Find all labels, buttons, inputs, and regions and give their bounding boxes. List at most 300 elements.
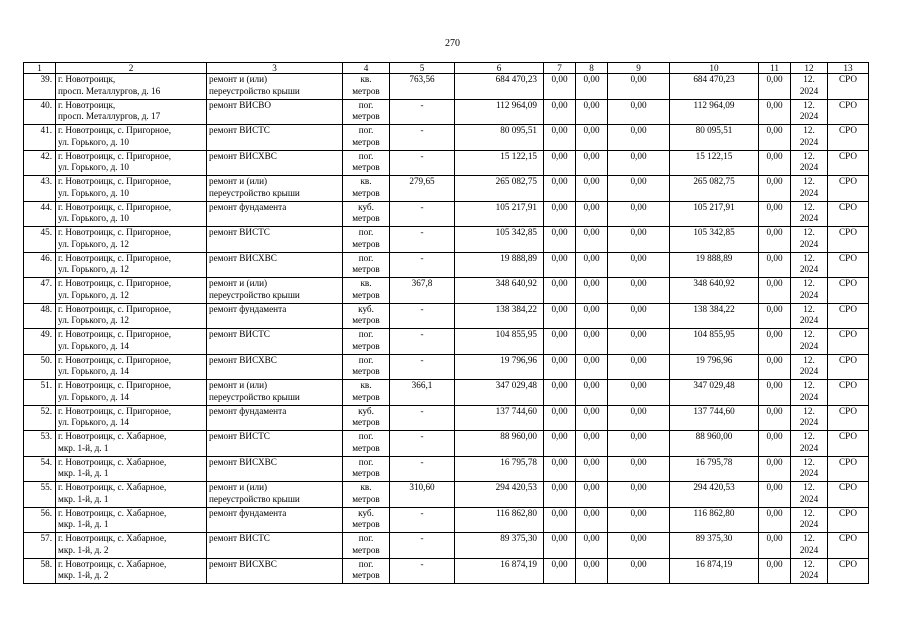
cell-unit	[343, 329, 390, 355]
cell-quantity	[390, 74, 455, 100]
total-cost-line-1: 16 874,19	[500, 558, 537, 569]
fund-local-line-1: 0,00	[583, 278, 600, 288]
cell-deadline	[791, 533, 828, 559]
cell-quantity	[390, 405, 455, 431]
cell-row-number	[24, 278, 56, 304]
cell-deadline	[791, 176, 828, 202]
cell-quantity	[390, 227, 455, 253]
cell-work-type	[207, 329, 343, 355]
address-line-1: г. Новотроицк, с. Пригорное,	[58, 405, 172, 416]
fund-local-line-1: 0,00	[583, 125, 600, 135]
unit-line-2: метров	[352, 213, 380, 224]
quantity-line-1: -	[420, 405, 424, 416]
cell-fund-local	[576, 99, 608, 125]
fund-other-line-1: 0,00	[630, 507, 647, 518]
quantity-line-1: -	[420, 431, 424, 441]
cell-address	[56, 252, 207, 278]
cell-fund-extra	[759, 456, 791, 482]
column-header-3: 3	[207, 63, 343, 74]
unit-line-2: метров	[352, 340, 380, 351]
fund-owners-line-1: 89 375,30	[695, 533, 733, 543]
fund-local-line-1: 0,00	[583, 150, 600, 161]
unit-line-2: метров	[352, 544, 380, 555]
fund-extra-line-1: 0,00	[766, 431, 783, 441]
cell-fund-other	[608, 74, 670, 100]
unit-line-2: метров	[352, 442, 380, 453]
repair-plan-table	[23, 62, 869, 584]
deadline-line-1: 12.	[803, 176, 815, 186]
address-line-2: ул. Горького, д. 14	[58, 417, 130, 428]
cell-total-cost	[455, 533, 544, 559]
address-line-2: ул. Горького, д. 10	[58, 213, 130, 224]
table-row	[24, 278, 869, 304]
cell-fund-extra	[759, 405, 791, 431]
address-line-1: г. Новотроицк, с. Пригорное,	[58, 354, 172, 365]
unit-line-1: кв.	[360, 482, 372, 492]
quantity-line-1: 279,65	[409, 176, 435, 186]
address-line-1: г. Новотроицк, с. Пригорное,	[58, 227, 172, 237]
column-header-5: 5	[390, 63, 455, 74]
address-line-2: мкр. 1-й, д. 2	[58, 570, 109, 581]
row-number-line-1: 41.	[40, 125, 52, 135]
cell-fund-extra	[759, 329, 791, 355]
table-row	[24, 176, 869, 202]
cell-fund-other	[608, 558, 670, 584]
cell-work-type	[207, 201, 343, 227]
cell-row-number	[24, 74, 56, 100]
unit-line-2: метров	[352, 85, 380, 96]
cell-address	[56, 176, 207, 202]
cell-source	[828, 558, 869, 584]
total-cost-line-1: 112 964,09	[495, 99, 537, 110]
cell-quantity	[390, 533, 455, 559]
quantity-line-1: -	[420, 201, 424, 212]
deadline-line-1: 12.	[803, 558, 815, 569]
fund-local-line-1: 0,00	[583, 558, 600, 569]
column-header-12: 12	[791, 63, 828, 74]
fund-owners-line-1: 104 855,95	[693, 329, 735, 339]
cell-unit	[343, 125, 390, 151]
cell-fund-regional	[544, 533, 576, 559]
deadline-line-2: 2024	[799, 264, 819, 275]
row-number-line-1: 56.	[40, 507, 52, 518]
cell-fund-owners	[670, 431, 759, 457]
cell-row-number	[24, 99, 56, 125]
cell-source	[828, 533, 869, 559]
work-type-line-1: ремонт ВИСХВС	[209, 252, 277, 263]
fund-regional-line-1: 0,00	[551, 380, 568, 390]
address-line-1: г. Новотроицк, с. Хабарное,	[58, 507, 167, 518]
fund-local-line-1: 0,00	[583, 533, 600, 543]
cell-unit	[343, 176, 390, 202]
work-type-line-2: переустройство крыши	[209, 187, 300, 198]
work-type-line-2: переустройство крыши	[209, 289, 300, 300]
fund-regional-line-1: 0,00	[551, 201, 568, 212]
deadline-line-2: 2024	[799, 136, 819, 147]
fund-regional-line-1: 0,00	[551, 482, 568, 492]
cell-total-cost	[455, 74, 544, 100]
cell-row-number	[24, 125, 56, 151]
fund-other-line-1: 0,00	[630, 303, 647, 314]
cell-address	[56, 150, 207, 176]
deadline-line-1: 12.	[803, 354, 815, 365]
work-type-line-1: ремонт фундамента	[209, 303, 287, 314]
deadline-line-1: 12.	[803, 74, 815, 84]
address-line-1: г. Новотроицк, с. Хабарное,	[58, 456, 167, 467]
fund-extra-line-1: 0,00	[766, 125, 783, 135]
total-cost-line-1: 16 795,78	[500, 456, 537, 467]
cell-fund-regional	[544, 201, 576, 227]
cell-deadline	[791, 329, 828, 355]
fund-owners-line-1: 88 960,00	[695, 431, 733, 441]
cell-quantity	[390, 278, 455, 304]
unit-line-1: пог.	[358, 354, 374, 365]
work-type-line-1: ремонт ВИСТС	[209, 533, 270, 543]
cell-deadline	[791, 303, 828, 329]
cell-address	[56, 329, 207, 355]
total-cost-line-1: 265 082,75	[495, 176, 537, 186]
unit-line-1: пог.	[358, 99, 374, 110]
fund-regional-line-1: 0,00	[551, 354, 568, 365]
cell-work-type	[207, 431, 343, 457]
unit-line-2: метров	[352, 162, 380, 173]
address-line-2: мкр. 1-й, д. 1	[58, 519, 109, 530]
cell-fund-other	[608, 405, 670, 431]
address-line-2: мкр. 1-й, д. 2	[58, 544, 109, 555]
deadline-line-1: 12.	[803, 329, 815, 339]
fund-extra-line-1: 0,00	[766, 201, 783, 212]
work-type-line-2: переустройство крыши	[209, 85, 300, 96]
cell-total-cost	[455, 456, 544, 482]
cell-deadline	[791, 405, 828, 431]
table-row	[24, 354, 869, 380]
fund-owners-line-1: 19 888,89	[695, 252, 733, 263]
fund-owners-line-1: 294 420,53	[693, 482, 735, 492]
fund-regional-line-1: 0,00	[551, 431, 568, 441]
fund-owners-line-1: 112 964,09	[693, 99, 735, 110]
deadline-line-2: 2024	[799, 468, 819, 479]
work-type-line-1: ремонт фундамента	[209, 507, 287, 518]
address-line-1: г. Новотроицк, с. Пригорное,	[58, 125, 172, 135]
address-line-2: мкр. 1-й, д. 1	[58, 468, 109, 479]
fund-extra-line-1: 0,00	[766, 303, 783, 314]
cell-address	[56, 74, 207, 100]
deadline-line-2: 2024	[799, 519, 819, 530]
source-line-1: СРО	[839, 227, 857, 237]
quantity-line-1: -	[420, 252, 424, 263]
fund-owners-line-1: 15 122,15	[695, 150, 733, 161]
cell-total-cost	[455, 405, 544, 431]
work-type-line-1: ремонт и (или)	[209, 482, 268, 492]
fund-extra-line-1: 0,00	[766, 558, 783, 569]
cell-fund-local	[576, 431, 608, 457]
cell-fund-extra	[759, 125, 791, 151]
source-line-1: СРО	[839, 278, 857, 288]
source-line-1: СРО	[839, 150, 857, 161]
cell-fund-extra	[759, 201, 791, 227]
cell-source	[828, 405, 869, 431]
address-line-2: ул. Горького, д. 14	[58, 340, 130, 351]
cell-fund-extra	[759, 558, 791, 584]
cell-unit	[343, 456, 390, 482]
cell-work-type	[207, 533, 343, 559]
fund-regional-line-1: 0,00	[551, 278, 568, 288]
cell-fund-owners	[670, 303, 759, 329]
cell-address	[56, 201, 207, 227]
cell-work-type	[207, 99, 343, 125]
fund-owners-line-1: 116 862,80	[693, 507, 735, 518]
fund-local-line-1: 0,00	[583, 431, 600, 441]
cell-fund-other	[608, 354, 670, 380]
total-cost-line-1: 88 960,00	[500, 431, 537, 441]
source-line-1: СРО	[839, 533, 857, 543]
cell-fund-owners	[670, 252, 759, 278]
cell-fund-local	[576, 201, 608, 227]
work-type-line-1: ремонт и (или)	[209, 380, 268, 390]
cell-source	[828, 227, 869, 253]
quantity-line-1: 366,1	[411, 380, 433, 390]
deadline-line-1: 12.	[803, 482, 815, 492]
fund-regional-line-1: 0,00	[551, 329, 568, 339]
fund-regional-line-1: 0,00	[551, 74, 568, 84]
fund-local-line-1: 0,00	[583, 201, 600, 212]
row-number-line-1: 42.	[40, 150, 52, 161]
cell-fund-other	[608, 125, 670, 151]
cell-unit	[343, 431, 390, 457]
row-number-line-1: 54.	[40, 456, 52, 467]
source-line-1: СРО	[839, 74, 857, 84]
unit-line-1: пог.	[358, 456, 374, 467]
fund-regional-line-1: 0,00	[551, 533, 568, 543]
cell-quantity	[390, 558, 455, 584]
source-line-1: СРО	[839, 252, 857, 263]
cell-fund-other	[608, 456, 670, 482]
fund-owners-line-1: 80 095,51	[695, 125, 733, 135]
cell-fund-local	[576, 176, 608, 202]
unit-line-1: куб.	[358, 507, 374, 518]
cell-unit	[343, 99, 390, 125]
unit-line-2: метров	[352, 391, 380, 402]
table-row	[24, 303, 869, 329]
fund-other-line-1: 0,00	[630, 329, 647, 339]
cell-fund-extra	[759, 150, 791, 176]
address-line-2: мкр. 1-й, д. 1	[58, 493, 109, 504]
cell-deadline	[791, 201, 828, 227]
address-line-2: ул. Горького, д. 12	[58, 264, 130, 275]
cell-source	[828, 431, 869, 457]
fund-extra-line-1: 0,00	[766, 533, 783, 543]
row-number-line-1: 44.	[40, 201, 52, 212]
cell-fund-extra	[759, 227, 791, 253]
cell-fund-regional	[544, 303, 576, 329]
cell-total-cost	[455, 252, 544, 278]
cell-fund-local	[576, 558, 608, 584]
total-cost-line-1: 294 420,53	[495, 482, 537, 492]
fund-extra-line-1: 0,00	[766, 354, 783, 365]
cell-fund-extra	[759, 176, 791, 202]
deadline-line-2: 2024	[799, 85, 819, 96]
cell-work-type	[207, 176, 343, 202]
cell-fund-other	[608, 431, 670, 457]
cell-fund-other	[608, 227, 670, 253]
cell-row-number	[24, 329, 56, 355]
table-row	[24, 482, 869, 508]
address-line-2: ул. Горького, д. 10	[58, 187, 130, 198]
cell-address	[56, 456, 207, 482]
fund-local-line-1: 0,00	[583, 252, 600, 263]
fund-other-line-1: 0,00	[630, 431, 647, 441]
deadline-line-1: 12.	[803, 278, 815, 288]
work-type-line-1: ремонт ВИСТС	[209, 227, 270, 237]
fund-other-line-1: 0,00	[630, 482, 647, 492]
work-type-line-1: ремонт ВИСХВС	[209, 354, 277, 365]
cell-fund-local	[576, 150, 608, 176]
cell-row-number	[24, 303, 56, 329]
row-number-line-1: 53.	[40, 431, 52, 441]
cell-address	[56, 303, 207, 329]
cell-fund-regional	[544, 150, 576, 176]
cell-work-type	[207, 456, 343, 482]
fund-other-line-1: 0,00	[630, 558, 647, 569]
unit-line-1: куб.	[358, 201, 374, 212]
fund-owners-line-1: 137 744,60	[693, 405, 735, 416]
cell-fund-extra	[759, 278, 791, 304]
fund-extra-line-1: 0,00	[766, 227, 783, 237]
fund-extra-line-1: 0,00	[766, 329, 783, 339]
cell-unit	[343, 533, 390, 559]
unit-line-2: метров	[352, 111, 380, 122]
column-header-2: 2	[56, 63, 207, 74]
cell-quantity	[390, 431, 455, 457]
deadline-line-1: 12.	[803, 380, 815, 390]
unit-line-2: метров	[352, 187, 380, 198]
cell-fund-extra	[759, 431, 791, 457]
cell-unit	[343, 482, 390, 508]
cell-address	[56, 405, 207, 431]
deadline-line-2: 2024	[799, 366, 819, 377]
work-type-line-1: ремонт ВИСХВС	[209, 558, 277, 569]
source-line-1: СРО	[839, 99, 857, 110]
deadline-line-1: 12.	[803, 125, 815, 135]
cell-fund-owners	[670, 482, 759, 508]
cell-address	[56, 125, 207, 151]
cell-fund-other	[608, 99, 670, 125]
cell-unit	[343, 507, 390, 533]
table-row	[24, 227, 869, 253]
cell-deadline	[791, 507, 828, 533]
cell-work-type	[207, 252, 343, 278]
unit-line-1: кв.	[360, 74, 372, 84]
fund-regional-line-1: 0,00	[551, 125, 568, 135]
fund-owners-line-1: 684 470,23	[693, 74, 735, 84]
cell-fund-owners	[670, 176, 759, 202]
fund-owners-line-1: 16 795,78	[695, 456, 733, 467]
cell-fund-extra	[759, 99, 791, 125]
cell-unit	[343, 303, 390, 329]
total-cost-line-1: 684 470,23	[495, 74, 537, 84]
cell-work-type	[207, 150, 343, 176]
unit-line-2: метров	[352, 417, 380, 428]
unit-line-1: пог.	[358, 558, 374, 569]
cell-work-type	[207, 227, 343, 253]
cell-source	[828, 380, 869, 406]
fund-other-line-1: 0,00	[630, 176, 647, 186]
cell-work-type	[207, 125, 343, 151]
cell-fund-regional	[544, 354, 576, 380]
cell-quantity	[390, 456, 455, 482]
unit-line-1: кв.	[360, 278, 372, 288]
cell-fund-regional	[544, 558, 576, 584]
total-cost-line-1: 105 342,85	[495, 227, 537, 237]
row-number-line-1: 46.	[40, 252, 52, 263]
address-line-1: г. Новотроицк, с. Пригорное,	[58, 303, 172, 314]
header-row	[24, 63, 869, 74]
source-line-1: СРО	[839, 176, 857, 186]
fund-other-line-1: 0,00	[630, 125, 647, 135]
work-type-line-1: ремонт фундамента	[209, 201, 287, 212]
table-row	[24, 507, 869, 533]
fund-local-line-1: 0,00	[583, 227, 600, 237]
unit-line-1: кв.	[360, 176, 372, 186]
cell-deadline	[791, 456, 828, 482]
table-row	[24, 201, 869, 227]
cell-source	[828, 176, 869, 202]
unit-line-2: метров	[352, 468, 380, 479]
cell-fund-owners	[670, 125, 759, 151]
table-row	[24, 533, 869, 559]
cell-total-cost	[455, 354, 544, 380]
work-type-line-1: ремонт ВИСТС	[209, 125, 270, 135]
unit-line-2: метров	[352, 136, 380, 147]
table-row	[24, 431, 869, 457]
total-cost-line-1: 116 862,80	[495, 507, 537, 518]
cell-row-number	[24, 507, 56, 533]
deadline-line-1: 12.	[803, 227, 815, 237]
cell-work-type	[207, 380, 343, 406]
address-line-2: ул. Горького, д. 14	[58, 366, 130, 377]
cell-unit	[343, 227, 390, 253]
quantity-line-1: -	[420, 329, 424, 339]
cell-fund-regional	[544, 431, 576, 457]
table-row	[24, 329, 869, 355]
cell-fund-other	[608, 507, 670, 533]
fund-other-line-1: 0,00	[630, 380, 647, 390]
table-row	[24, 74, 869, 100]
quantity-line-1: -	[420, 558, 424, 569]
quantity-line-1: 763,56	[409, 74, 435, 84]
column-header-1: 1	[24, 63, 56, 74]
fund-extra-line-1: 0,00	[766, 380, 783, 390]
address-line-1: г. Новотроицк, с. Пригорное,	[58, 201, 172, 212]
cell-deadline	[791, 278, 828, 304]
fund-local-line-1: 0,00	[583, 303, 600, 314]
unit-line-1: пог.	[358, 329, 374, 339]
source-line-1: СРО	[839, 431, 857, 441]
address-line-2: мкр. 1-й, д. 1	[58, 442, 109, 453]
cell-fund-owners	[670, 227, 759, 253]
row-number-line-1: 48.	[40, 303, 52, 314]
fund-owners-line-1: 347 029,48	[693, 380, 735, 390]
address-line-1: г. Новотроицк, с. Хабарное,	[58, 533, 167, 543]
fund-other-line-1: 0,00	[630, 278, 647, 288]
row-number-line-1: 47.	[40, 278, 52, 288]
fund-owners-line-1: 138 384,22	[693, 303, 735, 314]
cell-source	[828, 507, 869, 533]
cell-fund-other	[608, 303, 670, 329]
deadline-line-2: 2024	[799, 442, 819, 453]
cell-fund-local	[576, 278, 608, 304]
cell-fund-other	[608, 176, 670, 202]
